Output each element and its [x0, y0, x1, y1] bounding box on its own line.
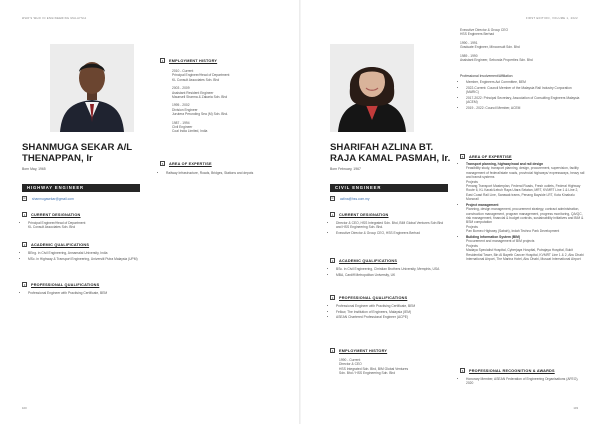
section-professional [330, 295, 448, 321]
section-number: 5 [161, 162, 164, 166]
person-name: SHANMUGA SEKAR A/L THENAPPAN, Ir [22, 142, 133, 164]
email-icon: ✉ [331, 197, 334, 200]
section-academic [22, 242, 140, 262]
email-link[interactable]: shanmugasekar@gmail.com [32, 196, 74, 201]
section-title: CURRENT DESIGNATION [31, 212, 81, 217]
running-header-left: WHO'S WHO IN ENGINEERING MALAYSIA [22, 17, 87, 20]
list-item: • BEng. in Civil Engineering, Annamalai University, India [28, 251, 140, 255]
section-number: 3 [331, 296, 334, 300]
section-number: 6 [461, 369, 464, 373]
list-item: • Director & CEO, HSS Integrated Sdn. Bhd, BIM Global Ventures Sdn Bhd and HSS Engineering Sdn. Bhd. [336, 221, 448, 230]
list-item: • Railway Infrastructure, Roads, Bridges, Stations and depots [166, 171, 285, 175]
section-employment [330, 348, 448, 376]
list-item: • Professional Engineer with Practising Certificate, BEM [28, 291, 140, 295]
page-number-left: 100 [22, 406, 27, 410]
portrait-photo-right [330, 44, 414, 132]
list-item: • 2019 - 2022: Council Member, ACEM [466, 106, 585, 110]
involvement-title: Professional Involvement/Affiliation [460, 74, 513, 78]
section-expertise [160, 161, 285, 177]
section-number: 2 [331, 259, 334, 263]
section-number: 2 [23, 243, 26, 247]
portrait-woman-icon [330, 44, 414, 132]
section-awards [460, 368, 585, 387]
section-title: AREA OF EXPERTISE [469, 154, 512, 159]
section-title: ACADEMIC QUALIFICATIONS [339, 258, 398, 263]
section-title: AREA OF EXPERTISE [169, 161, 212, 166]
person-name: SHARIFAH AZLINA BT. RAJA KAMAL PASMAH, Ir. [330, 142, 451, 164]
employment-list: 1990 - Current Director & CEO HSS Integrated Sdn. Bhd, BIM Global Ventures Sdn. Bhd / HSS Engineering Sdn. Bhd [339, 358, 409, 376]
list-item: • MBA, Cardiff Metropolitan University, UK [336, 273, 448, 277]
section-number: 1 [331, 213, 334, 217]
section-title: CURRENT DESIGNATION [339, 212, 389, 217]
section-expertise [460, 154, 585, 263]
involvement-block [460, 73, 585, 111]
section-number: 4 [331, 349, 334, 353]
list-item: • Honorary Member, ASEAN Federation of Engineering Organisations (AFEO), 2020 [466, 377, 585, 386]
right-page [300, 0, 600, 424]
section-title: EMPLOYMENT HISTORY [169, 58, 218, 63]
section-title: PROFESSIONAL QUALIFICATIONS [339, 295, 408, 300]
list-item: • 2022-Current: Council Member of the Malaysia Rail Industry Corporation (MARIC) [466, 86, 585, 95]
list-item: • Principal Engineer/Head of Department KL Consult Associates Sdn. Bhd [28, 221, 140, 230]
list-item: • Member, Engineers Act Committee, BEM [466, 80, 585, 84]
section-title: PROFESSIONAL RECOGNITION & AWARDS [469, 368, 555, 373]
section-employment [160, 58, 285, 134]
running-header-right: FIRST EDITION, VOLUME 1, 2022 [525, 17, 578, 20]
profession-band: HIGHWAY ENGINEER [22, 184, 140, 192]
section-number: 1 [23, 213, 26, 217]
portrait-man-icon [50, 44, 134, 132]
page-number-right: 103 [573, 406, 578, 410]
list-item: • Executive Director & Group CEO, HSS Engineers Berhad [336, 231, 448, 235]
list-item: • BSc. in Civil Engineering, Christian Brothers University, Memphis, USA [336, 267, 448, 271]
profession-band: CIVIL ENGINEER [330, 184, 448, 192]
section-number: 3 [23, 283, 26, 287]
expertise-item: • Project management Planning, design management, procurement strategy, contract administration, construction management, program management, progress monitoring, QA/QC, risk management, financial & budget controls, sustainability initiatives and BIM & BSM computation Projects Pan Borneo Highway (Sabah), Indah Techno Park Development [466, 203, 585, 234]
birth-info: Born February, 1967 [330, 167, 361, 171]
section-title: EMPLOYMENT HISTORY [339, 348, 388, 353]
email-icon: ✉ [23, 197, 26, 200]
employment-continued: Executive Director & Group CEO HSS Engineers Berhad 1990 - 1991 Graduate Engineer, Minconsult Sdn. Bhd 1989 - 1990 Assistant Engineer, Sebonda Properties Sdn. Bhd [460, 28, 533, 63]
section-current-designation [330, 212, 448, 237]
section-title: ACADEMIC QUALIFICATIONS [31, 242, 90, 247]
section-current-designation [22, 212, 140, 231]
list-item: • MSc. in Highway & Transport Engineering, Universiti Putra Malaysia (UPM) [28, 257, 140, 261]
expertise-item: • Transport planning, highway/road and rail design Feasibility study, transport planning, design, procurement, supervision, facility management of federal/state roads, provincial highways/ expressways, heavy rail and transit systems Projects Penang Transport Masterplan, Federal Roads, Fresh outlets, Federal Highway Route 6, KL Karak/Lebuh Raya Utara Selatan, MRT, KVMRT Line 1 & Line 2, East Coast Rail Line, Sarawak trams, Penang Bayside LRT, Kota Kinabalu Monorail [466, 162, 585, 202]
list-item: • Fellow, The Institution of Engineers, Malaysia (IEM) [336, 310, 448, 314]
section-professional [22, 282, 140, 297]
list-item: • 2017-2022: Principal Secretary, Association of Consulting Engineers Malaysia (ACEM) [466, 96, 585, 105]
employment-list: 2010 - Current Principal Engineer/Head of Department KL Consult Associates Sdn. Bhd 2003 - 2009 Assistant Resident Engineer Maunsell Sharma & Zakaria Sdn. Bhd 1995 - 2002 Division Engineer Jurutera Perunding Sea (M) Sdn. Bhd. 1987 - 1994 Civil Engineer Coal India Limited, India [172, 69, 230, 134]
section-academic [330, 258, 448, 278]
list-item: • Professional Engineer with Practising Certificate, BEM [336, 304, 448, 308]
birth-info: Born May, 1965 [22, 167, 46, 171]
section-number: 4 [161, 59, 164, 63]
portrait-photo-left [50, 44, 134, 132]
expertise-item: • Building Information System (BIM) Procurement and management of BIM projects Projects Madaya Specialist Hospital, Cyberjaya Hospital, Putrajaya Hospital, Bukit Residential Tower, Bin Al Bayeth Cancer Hospital, KVMRT Line 1 & 2, Abu Dhabi International Airport, The Marina Hotel, Abu Dhabi, Muscat International Airport [466, 235, 585, 261]
section-number: 5 [461, 155, 464, 159]
email-row [22, 196, 74, 201]
email-row [330, 196, 370, 201]
section-title: PROFESSIONAL QUALIFICATIONS [31, 282, 100, 287]
email-link[interactable]: azlina@hss.com.my [340, 196, 370, 201]
list-item: • ASEAN Chartered Professional Engineer (ACPE) [336, 315, 448, 319]
